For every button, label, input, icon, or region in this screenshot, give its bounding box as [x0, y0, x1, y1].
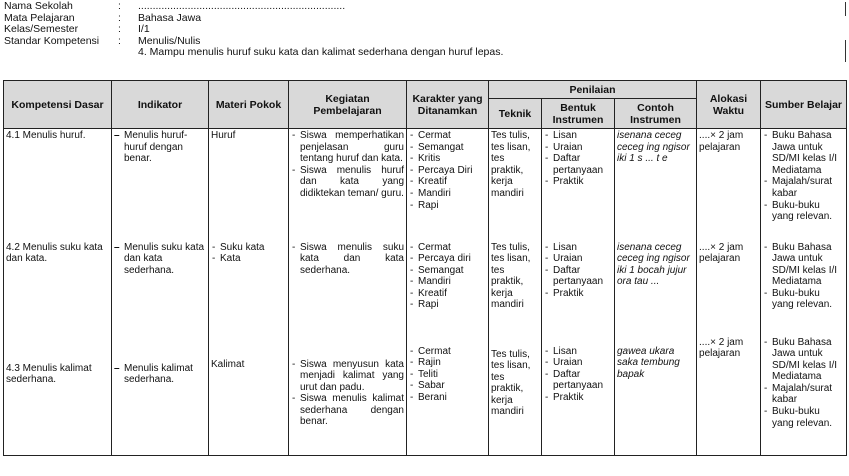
syllabus-table — [3, 80, 847, 456]
school-name-row — [4, 1, 503, 13]
sumber-cell — [761, 129, 847, 241]
contoh-cell: isenana ceceg ceceg ing ngisor iki 1 bocah jujur ora tau ... — [615, 241, 697, 336]
header-materi: Materi Pokok — [209, 81, 289, 129]
header-contoh: Contoh Instrumen — [615, 99, 697, 129]
header-bentuk: Bentuk Instrumen — [542, 99, 615, 129]
karakter-item: - Teliti — [409, 369, 486, 381]
header-teknik: Teknik — [489, 99, 542, 129]
field-colon: : — [118, 34, 121, 47]
materi-cell — [209, 241, 289, 336]
bentuk-item: - Praktik — [544, 288, 612, 300]
bentuk-item: - Daftar pertanyaan — [544, 265, 612, 288]
field-value: Menulis/Nulis — [138, 34, 201, 47]
karakter-item: - Cermat — [409, 242, 486, 254]
kegiatan-item: - Siswa menyusun kata menjadi kalimat yang urut dan padu. — [291, 359, 404, 394]
sumber-item: - Majalah/surat kabar — [763, 176, 844, 199]
sumber-cell — [761, 336, 847, 456]
karakter-item: - Percaya diri — [409, 253, 486, 265]
header-kegiatan: Kegiatan Pembelajaran — [289, 81, 407, 129]
kegiatan-cell — [289, 129, 407, 241]
table-row — [4, 129, 847, 241]
karakter-cell — [407, 241, 489, 336]
bentuk-item: - Uraian — [544, 142, 612, 154]
karakter-item: - Semangat — [409, 142, 486, 154]
kegiatan-cell — [289, 336, 407, 456]
materi-item: - Kata — [211, 253, 286, 265]
header-karakter: Karakter yang Ditanamkan — [407, 81, 489, 129]
sumber-item: - Buku Bahasa Jawa untuk SD/MI kelas I/I Mediatama — [763, 337, 844, 383]
bentuk-item: - Daftar pertanyaan — [544, 153, 612, 176]
kompetensi-cell: 4.3 Menulis kalimat sederhana. — [4, 336, 112, 456]
sumber-cell — [761, 241, 847, 336]
field-label: Mata Pelajaran — [4, 11, 75, 24]
teknik-cell: Tes tulis, tes lisan, tes praktik, kerja mandiri — [489, 129, 542, 241]
standard-detail: 4. Mampu menulis huruf suku kata dan kalimat sederhana dengan huruf lepas. — [138, 46, 504, 58]
bentuk-item: - Lisan — [544, 130, 612, 142]
bentuk-item: - Praktik — [544, 392, 612, 404]
teknik-cell: Tes tulis, tes lisan, tes praktik, kerja mandiri — [489, 241, 542, 336]
bentuk-item: - Daftar pertanyaan — [544, 369, 612, 392]
sumber-item: - Buku Bahasa Jawa untuk SD/MI kelas I/I Mediatama — [763, 130, 844, 176]
header-alokasi: Alokasi Waktu — [697, 81, 761, 129]
sumber-item: - Buku-buku yang relevan. — [763, 200, 844, 223]
materi-cell: Kalimat — [209, 336, 289, 456]
field-label: Kelas/Semester — [4, 23, 79, 35]
field-label: Nama Sekolah — [4, 0, 73, 12]
field-colon: : — [118, 0, 121, 12]
page-edge-mark — [845, 40, 846, 62]
field-label: Standar Kompetensi — [4, 34, 100, 47]
bentuk-item: - Lisan — [544, 346, 612, 358]
indikator-item: – Menulis huruf-huruf dengan benar. — [114, 130, 206, 165]
kegiatan-item: - Siswa memperhatikan penjelasan guru tentang huruf dan kata. — [291, 130, 404, 165]
bentuk-item: - Uraian — [544, 253, 612, 265]
alokasi-cell: ....× 2 jam pelajaran — [697, 129, 761, 241]
bentuk-cell — [542, 336, 615, 456]
contoh-cell: isenana ceceg ceceg ing ngisor iki 1 s ... t e — [615, 129, 697, 241]
field-value: I/1 — [138, 23, 150, 35]
class-semester-row — [4, 24, 503, 36]
kegiatan-item: - Siswa menulis huruf dan kata yang didiktekan teman/ guru. — [291, 165, 404, 200]
karakter-item: - Sabar — [409, 380, 486, 392]
materi-cell: Huruf — [209, 129, 289, 241]
karakter-item: - Berani — [409, 392, 486, 404]
header-sumber: Sumber Belajar — [761, 81, 847, 129]
bentuk-cell — [542, 129, 615, 241]
header-kompetensi: Kompetensi Dasar — [4, 81, 112, 129]
karakter-item: - Rajin — [409, 357, 486, 369]
header-indikator: Indikator — [112, 81, 209, 129]
materi-item: - Suku kata — [211, 242, 286, 254]
alokasi-cell: ....× 2 jam pelajaran — [697, 336, 761, 456]
teknik-cell: Tes tulis, tes lisan, tes praktik, kerja mandiri — [489, 336, 542, 456]
bentuk-item: - Praktik — [544, 176, 612, 188]
field-value: ....................................................................... — [138, 0, 346, 12]
bentuk-cell — [542, 241, 615, 336]
header-penilaian: Penilaian — [489, 81, 697, 99]
sumber-item: - Buku Bahasa Jawa untuk SD/MI kelas I/I Mediatama — [763, 242, 844, 288]
indikator-cell — [112, 336, 209, 456]
field-colon: : — [118, 23, 121, 35]
kompetensi-cell: 4.1 Menulis huruf. — [4, 129, 112, 241]
table-row — [4, 241, 847, 336]
indikator-cell — [112, 129, 209, 241]
karakter-item: - Rapi — [409, 299, 486, 311]
karakter-cell — [407, 336, 489, 456]
alokasi-cell: ....× 2 jam pelajaran — [697, 241, 761, 336]
karakter-cell — [407, 129, 489, 241]
table-row — [4, 336, 847, 456]
kegiatan-item: - Siswa menulis suku kata dan kata sederhana. — [291, 242, 404, 277]
contoh-cell: gawea ukara saka tembung bapak — [615, 336, 697, 456]
field-colon: : — [118, 11, 121, 24]
karakter-item: - Percaya Diri — [409, 165, 486, 177]
kegiatan-item: - Siswa menulis kalimat sederhana dengan benar. — [291, 393, 404, 428]
karakter-item: - Rapi — [409, 200, 486, 212]
bentuk-item: - Lisan — [544, 242, 612, 254]
karakter-item: - Cermat — [409, 130, 486, 142]
field-value: Bahasa Jawa — [138, 11, 202, 24]
karakter-item: - Kreatif — [409, 176, 486, 188]
karakter-item: - Kreatif — [409, 288, 486, 300]
kegiatan-cell — [289, 241, 407, 336]
sumber-item: - Buku-buku yang relevan. — [763, 288, 844, 311]
indikator-item: – Menulis suku kata dan kata sederhana. — [114, 242, 206, 277]
karakter-item: - Cermat — [409, 346, 486, 358]
indikator-item: – Menulis kalimat sederhana. — [114, 363, 206, 386]
indikator-cell — [112, 241, 209, 336]
karakter-item: - Mandiri — [409, 276, 486, 288]
bentuk-item: - Uraian — [544, 357, 612, 369]
document-header — [4, 1, 503, 59]
karakter-item: - Semangat — [409, 265, 486, 277]
sumber-item: - Buku-buku yang relevan. — [763, 406, 844, 429]
subject-row — [4, 13, 503, 25]
karakter-item: - Mandiri — [409, 188, 486, 200]
page-edge-mark — [845, 2, 846, 16]
kompetensi-cell: 4.2 Menulis suku kata dan kata. — [4, 241, 112, 336]
karakter-item: - Kritis — [409, 153, 486, 165]
sumber-item: - Majalah/surat kabar — [763, 383, 844, 406]
